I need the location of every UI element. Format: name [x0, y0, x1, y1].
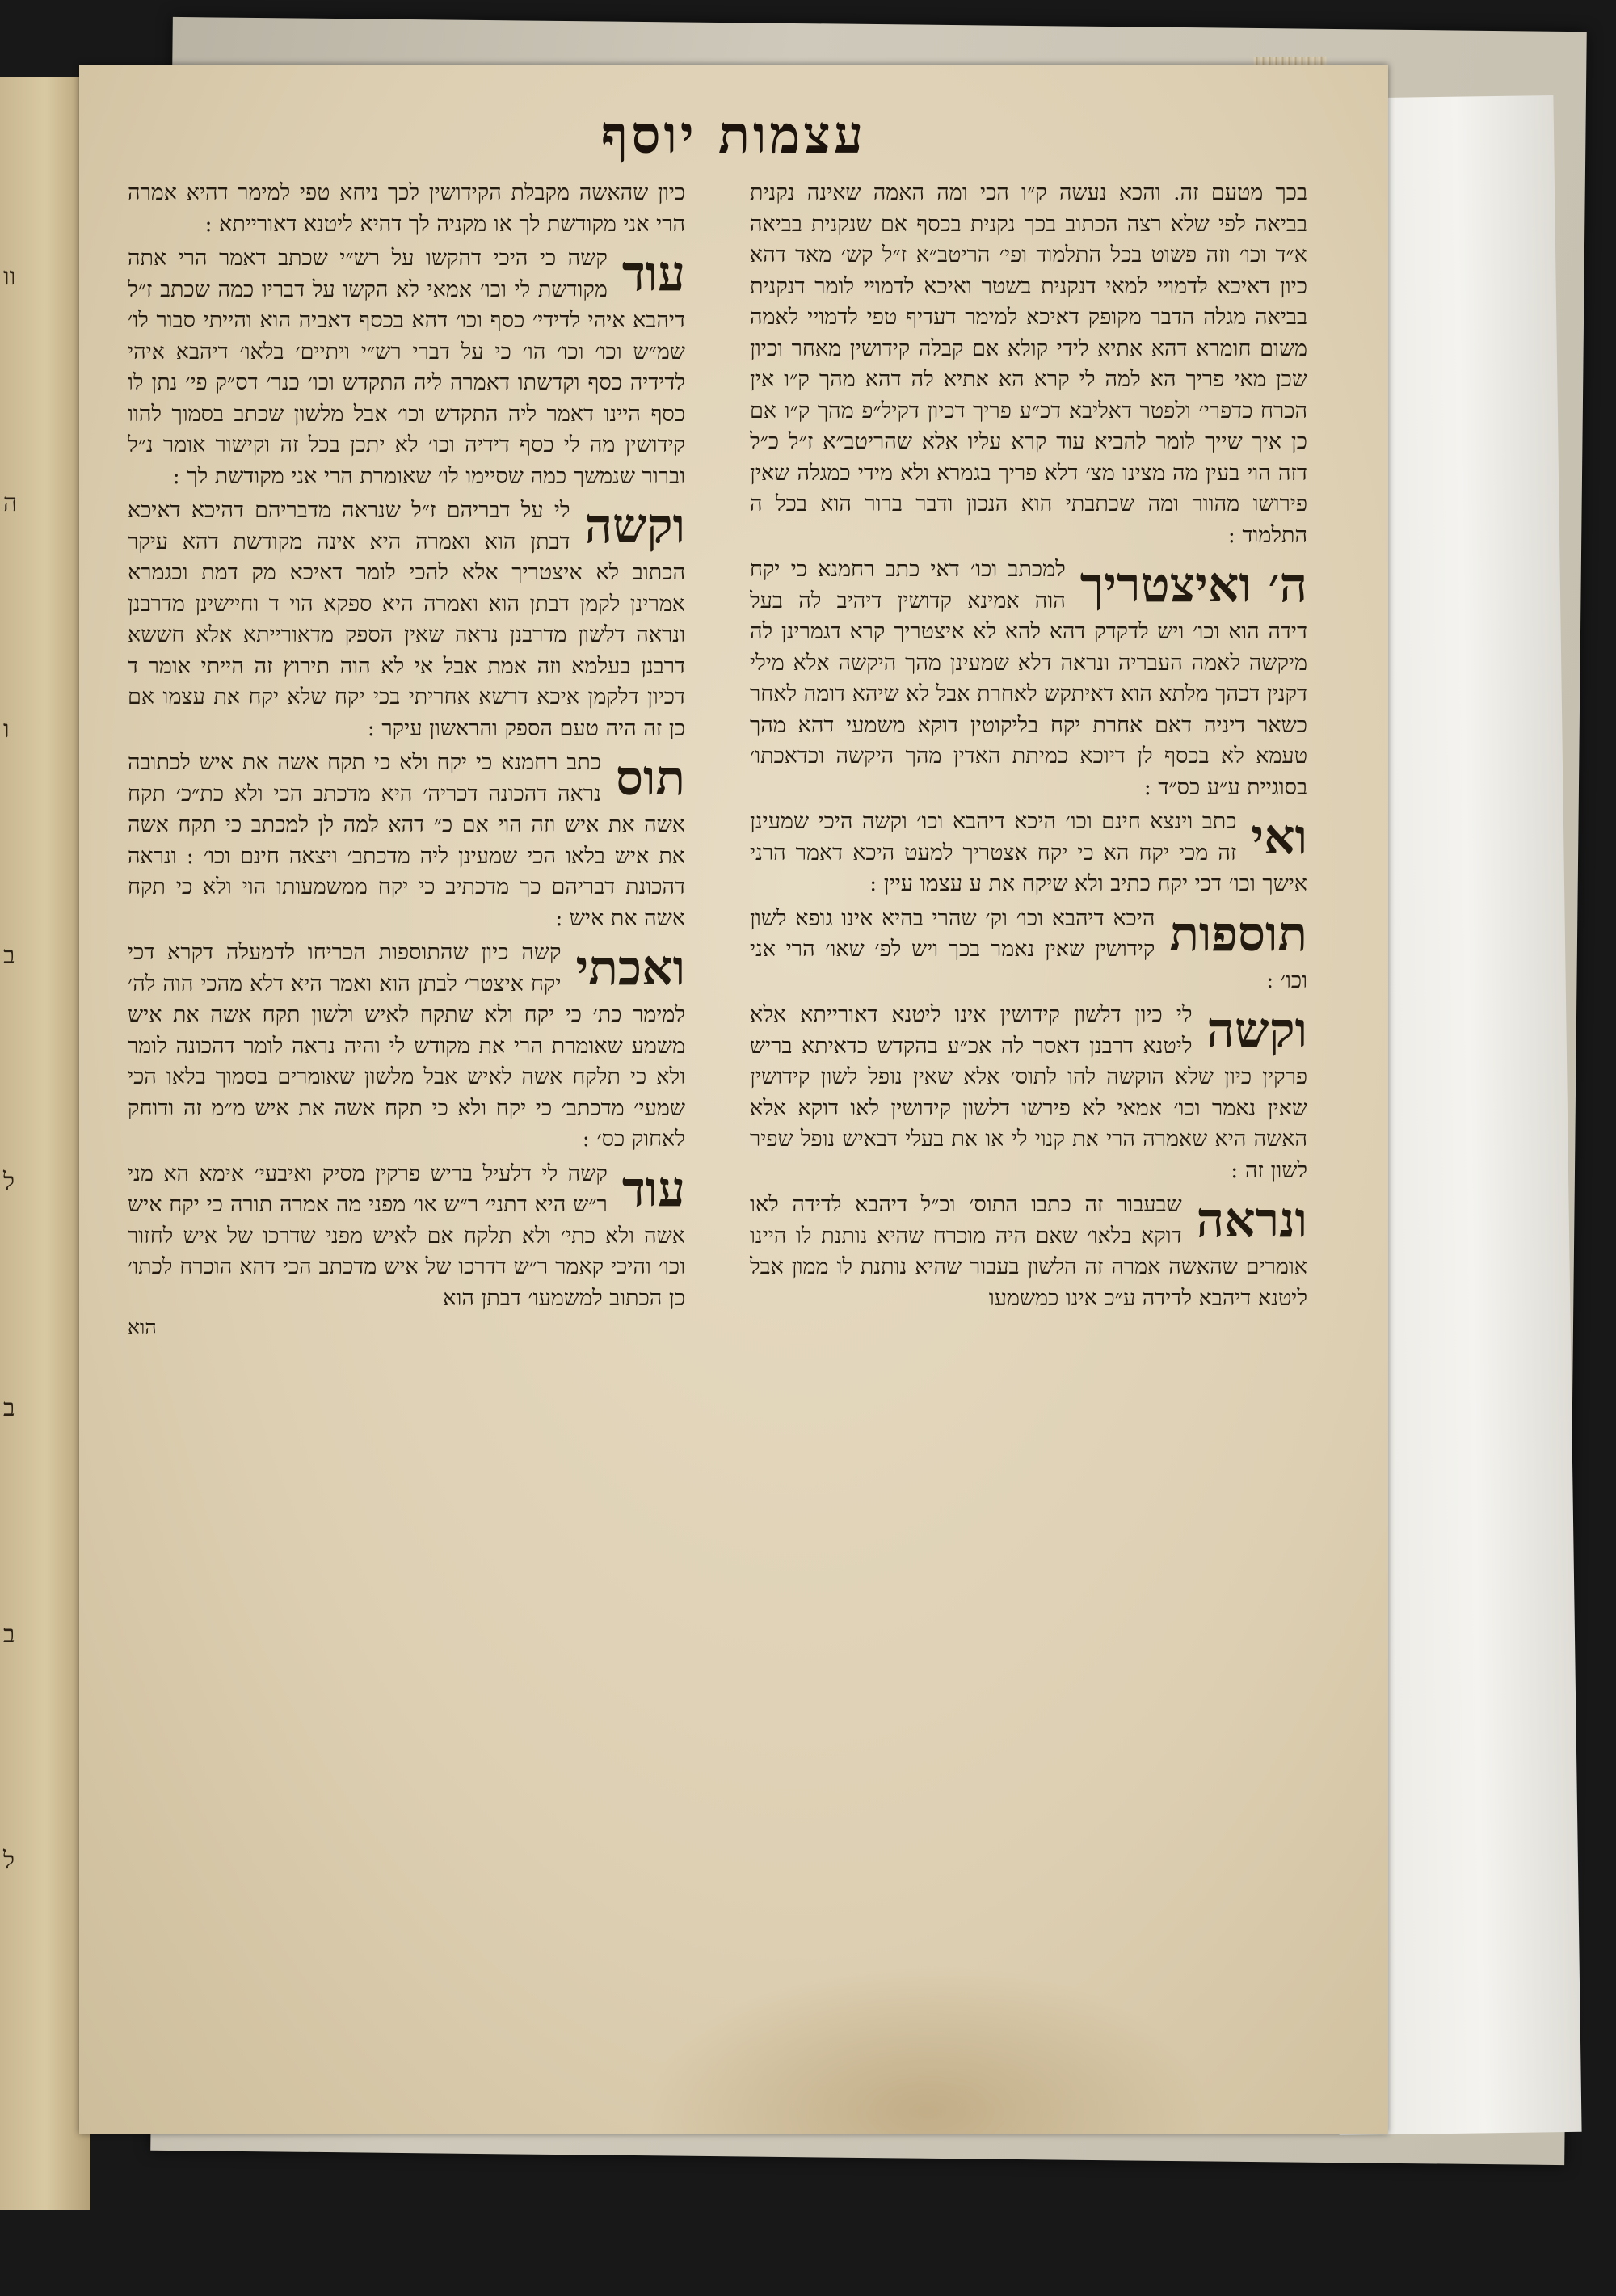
dibbur-heading: ואכתי — [575, 940, 685, 996]
comment-block — [750, 554, 1307, 807]
comment-block — [750, 1190, 1307, 1317]
comment-block — [128, 178, 685, 240]
comment-text: בכך מטעם זה. והכא נעשה ק״ו הכי ומה האמה שאינה נקנית בביאה לפי שלא רצה הכתוב בכך נקנית בכסף אם שנקנית בביאה א״ד וכו׳ וזה פשוט בכל התלמוד ופי׳ הריטב״א ז״ל קש׳ מאד דהא כיון דאיכא לדמויי למאי דנקנית בשטר ואיכא לדמויי לומר דנקנית בביאה מגלה הדבר מקופק דאיכא למימר דעדיף טפי לדמויי לאמה משום חומרא דהא אתיא לידי קולא אם קבלה קידושין מאחר וכיון שכן מאי פריך הא למה לי קרא הא אתיא לה דהא מהך ק״ו אין הכרח כדפרי׳ ולפטר דאליבא דכ״ע פריך דכיון דקיל״פ מהך ק״ו אם כן איך שייך לומר להביא עוד קרא עליו אלא שהריטב״א ז״ל כ״ל דזה הוי בעין מה מצינו מצ׳ דלא פריך בגמרא ולא מידי כמגלה שאין פירושו מהוור ומה שכתבתי הוא הנכון ודבר ברור הוא בכל ה התלמוד : — [750, 180, 1307, 548]
comment-text: לי על דבריהם ז״ל שנראה מדבריהם דהיכא דאיכא דבתן הוא ואמרה היא אינה מקודשת דהא עיקר הכתוב לא איצטריך אלא להכי לומר דאיכא מק דמת וכגמרא אמרינן לקמן דבתן הוא ואמרה היא ספקא הוי ד וחיישינן מדרבנן ונראה דלשון מדרבנן נראה שאין הספק מדאורייתא אלא חששא דרבנן בעלמא וזה אמת אבל אי לא הוה תירוץ זה הייתי אומר ד דכיון דלקמן איכא דרשא אחריתי בכי יקח שלא יקח את עצמו אם כן זה היה טעם הספק והראשון עיקר : — [128, 498, 685, 741]
comment-block — [128, 1159, 685, 1318]
comment-text: קשה לי דלעיל בריש פרקין מסיק ואיבעי׳ אימא הא מני ר״ש היא דתני׳ ר״ש או׳ מפני מה אמרה תורה כי יקח איש אשה ולא כתי׳ ולא תלקח אם לאיש מפני שדרכו של איש לחזור וכו׳ והיכי קאמר ר״ש דדרכו של איש מדכתב הכי דהא הוכרח לכתו׳ כן הכתוב למשמעו׳ דבתן הוא — [128, 1161, 685, 1311]
comment-block — [750, 904, 1307, 1001]
comment-text: למכתב וכו׳ דאי כתב רחמנא כי יקח הוה אמינא קדושין דיהיב לה בעל דידה הוא וכו׳ ויש לדקדק דהא להא לא איצטריך קרא דגמרינן לה מיקשה לאמה העבריה ונראה דלא שמעינן מהך היקשה אלא מילי דקנין דכהך מלתא הוא דאיתקש לאחרת אבל לא שיהא דומה לאחר כשאר דיניה דאם אחרת יקח בליקוטין דוקא משמעי דהא מהך טעמא לא בכסף לן דיוכא כמיתת האדין מהך היקשה וכדאכתו׳ בסוגיית ע״ע כס״ד : — [750, 557, 1307, 800]
running-head: עצמות יוסף — [600, 105, 867, 166]
left-column — [128, 178, 685, 2109]
catchword: הוא — [128, 1316, 157, 1339]
dibbur-heading: ה׳ ואיצטריך — [1079, 557, 1307, 613]
comment-text: לי כיון דלשון קידושין אינו ליטנא דאורייתא אלא ליטנא דרבנן דאסר לה אכ״ע בהקדש כדאיתא בריש פרקין כיון שלא הוקשה להו לתוס׳ אלא שאין נופל לשון קידושין שאין נאמר וכו׳ אמאי לא פירשו דלשון קידושין לאו דוקא אלא האשה היא שאמרה הרי את קנוי לי או את בעלי דבאיש נופל שפיר לשון זה : — [750, 1002, 1307, 1183]
dibbur-heading: תוס — [615, 750, 685, 807]
left-page-fragment: ב — [3, 942, 15, 970]
dibbur-heading: וקשה — [584, 498, 685, 554]
dibbur-heading: עוד — [621, 1161, 685, 1218]
dibbur-heading: ואי — [1251, 809, 1307, 866]
left-page-fragment: ו — [3, 715, 10, 744]
left-page-fragment: ב — [3, 1394, 15, 1422]
left-page-fragment: וו — [3, 263, 16, 291]
left-page-fragment: ל — [3, 1847, 15, 1875]
comment-text: כתב רחמנא כי יקח ולא כי תקח אשה את איש לכתובה נראה דהכונה דכריה׳ היא מדכתב הכי ולא כת״כ׳ תקח אשה את איש וזה הוי אם כ״ דהא למה לן למכתב כי תקח אשה את איש בלאו הכי שמעינן ליה מדכתב׳ ויצאה חינם וכו׳ : ונראה דהכונת דבריהם כך מדכתיב כי יקח ממשמעותו הוי ולא כי תקח אשה את איש : — [128, 750, 685, 931]
left-page-fragment: ה — [3, 489, 18, 517]
comment-text: כיון שהאשה מקבלת הקידושין לכך ניחא טפי למימר דהיא אמרה הרי אני מקודשת לך או מקניה לך דהיא ליטנא דאורייתא : — [128, 180, 685, 237]
comment-text: קשה כיון שהתוספות הכריחו לדמעלה דקרא דכי יקח איצטר׳ לבתן הוא ואמר היא דלא מהכי הוה לה׳ למימר כת׳ כי יקח ולא שתקח לאיש ולשון תקח אשה את איש משמע שאומרת הרי את מקודש לי והיה נראה לומר דהכונה לומר ולא כי תלקח אשה לאיש אבל מלשון שאומרים בסמוך בלאו הכי שמעי׳ מדכתב׳ כי יקח ולא כי תקח אשה את איש מ״מ זה ודוחק לאחוק כס׳ : — [128, 940, 685, 1152]
comment-text: היכא דיהבא וכו׳ וק׳ שהרי בהיא אינו גופא לשון קידושין שאין נאמר בכך ויש לפ׳ שאו׳ הרי אני וכו׳ : — [750, 905, 1307, 993]
comment-block — [750, 1000, 1307, 1190]
printed-page — [79, 65, 1388, 2134]
dibbur-heading: עוד — [621, 246, 685, 302]
dibbur-heading: ונראה — [1196, 1192, 1307, 1249]
left-page-edge — [0, 77, 90, 2210]
left-page-fragment: ל — [3, 1168, 15, 1196]
comment-block — [128, 937, 685, 1159]
comment-block — [750, 807, 1307, 904]
comment-text: קשה כי היכי דהקשו על רש״י שכתב דאמר הרי אתה מקודשת לי וכו׳ אמאי לא הקשו על דבריו כמה שכתב ז״ל דיהבא איהי לדידי׳ כסף וכו׳ דהא בכסף דאביה הוא והייתי סבור לו׳ שמ״ש וכו׳ וכו׳ הו׳ כי על דברי רש״י ויתיים׳ בלאו׳ דיהבא איהי לדידיה כסף וקדשתו דאמרה ליה התקדש וכו׳ כנר׳ דס״ק פי׳ נתן לו כסף היינו דאמר ליה התקדש וכו׳ אבל מלשון שכתב בסמוך להוו קידושין מה לי כסף דידיה וכו׳ לא יתכן בכל זה וקישור אומר נ״ל וברור שנמשך כמה שסיימו לו׳ שאומרת הרי אני מקודשת לך : — [128, 246, 685, 489]
comment-text: כתב וינצא חינם וכו׳ היכא דיהבא וכו׳ וקשה היכי שמעינן זה מכי יקח הא כי יקח אצטריך למעט היכא דאמר הרני אישך וכו׳ דכי יקח כתיב ולא שיקח את ע עצמו עיין : — [750, 809, 1307, 896]
comment-block — [750, 178, 1307, 551]
comment-text: שבעבור זה כתבו התוס׳ וכ״ל דיהבא לדידה לאו דוקא בלאו׳ שאם היה מוכרח שהיא נותנת לו היינו אומרים שהאשה אמרה זה הלשון בעבור שהיא נותנת לו ממון אבל ליטנא דיהבא לדידה ע״כ אינו כמשמעו — [750, 1192, 1307, 1311]
dibbur-heading: תוספות — [1169, 905, 1307, 963]
comment-block — [128, 243, 685, 495]
dibbur-heading: וקשה — [1206, 1002, 1307, 1059]
right-column — [750, 178, 1307, 2109]
comment-block — [128, 495, 685, 748]
comment-block — [128, 748, 685, 937]
left-page-fragment: ב — [3, 1620, 15, 1649]
